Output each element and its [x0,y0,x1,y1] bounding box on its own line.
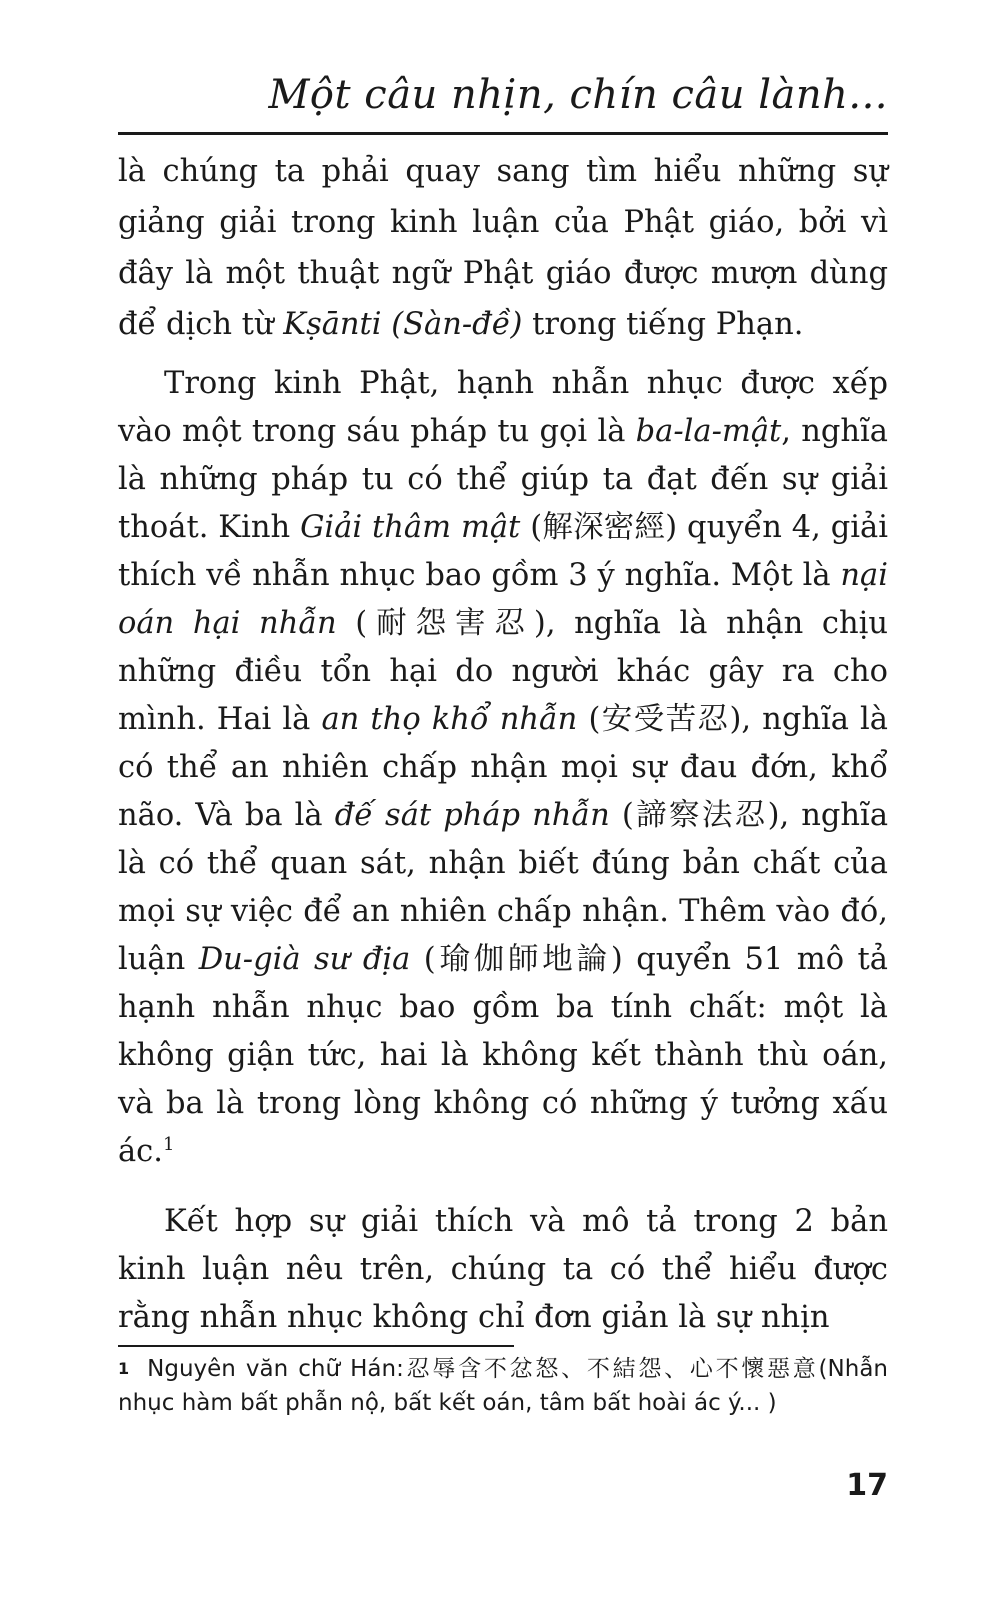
footnote-number: 1 [118,1359,130,1378]
running-title: Một câu nhịn, chín câu lành... [268,72,888,118]
paragraph-2 [118,360,888,1176]
body-text [118,146,888,1342]
term-ba-la-mat: ba-la-mật [635,414,782,449]
text: là chúng ta phải quay sang tìm hiểu những sự giảng giải trong kinh luận của Phật giáo, bởi vì đây là một thuật ngữ Phật giáo được mượn dùng để dịch từ [118,154,888,342]
term-ksanti: Kṣānti (Sàn-đề) [283,307,523,342]
paragraph-3 [118,1198,888,1342]
header-rule [118,132,888,135]
term-giai-tham-mat: Giải thâm mật [300,510,521,545]
footnote-text: Nguyên văn chữ Hán:忍辱含不忿怒、不結怨、心不懷惡意(Nhẫn nhục hàm bất phẫn nộ, bất kết oán, tâm bất hoài ác ý... ) [118,1356,888,1416]
text: (諦察法忍), nghĩa là có thể quan sát, nhận biết đúng bản chất của mọi sự việc để an nhiên chấp nhận. Thêm vào đó, luận [118,798,888,977]
term-an-tho-kho-nhan: an thọ khổ nhẫn [321,702,578,737]
text: (瑜伽師地論) quyển 51 mô tả hạnh nhẫn nhục bao gồm ba tính chất: một là không giận tức, hai là không kết thành thù oán, và ba là trong lòng không có những ý tưởng xấu ác. [118,942,888,1169]
text: (耐怨害忍), nghĩa là nhận chịu những điều tổn hại do người khác gây ra cho mình. Hai là [118,606,888,737]
text: trong tiếng Phạn. [522,307,804,342]
term-nai-oan-hai-nhan: nại oán hại nhẫn [118,558,888,641]
footnote-rule [118,1345,514,1347]
footnote-reference[interactable]: 1 [162,1133,175,1155]
text: Kết hợp sự giải thích và mô tả trong 2 bản kinh luận nêu trên, chúng ta có thể hiểu được rằng nhẫn nhục không chỉ đơn giản là sự nhịn [118,1204,888,1335]
paragraph-1 [118,146,888,350]
footnote [118,1352,888,1420]
term-du-gia-su-dia: Du-già sư địa [198,942,411,977]
text: , nghĩa là những pháp tu có thể giúp ta đạt đến sự giải thoát. Kinh [118,414,888,545]
text: (解深密經) quyển 4, giải thích về nhẫn nhục bao gồm 3 ý nghĩa. Một là [118,510,888,593]
text: (安受苦忍), nghĩa là có thể an nhiên chấp nhận mọi sự đau đớn, khổ não. Và ba là [118,702,888,833]
term-de-sat-phap-nhan: đế sát pháp nhẫn [334,798,610,833]
text: Trong kinh Phật, hạnh nhẫn nhục được xếp vào một trong sáu pháp tu gọi là [118,366,888,449]
page-number: 17 [846,1468,888,1503]
